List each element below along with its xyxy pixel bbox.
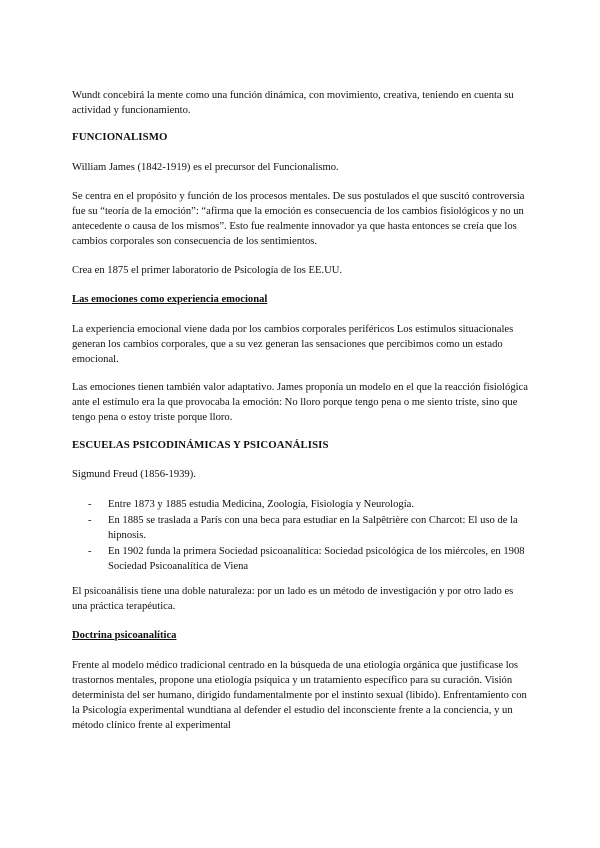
paragraph-valor-adaptativo: Las emociones tienen también valor adaptativo. James proponía un modelo en el que la reacción fisiológica ante el estímulo era la que provocaba la emoción: No lloro porque tengo pena o me siento triste, sino que tengo pena o estoy triste porque lloro. [72, 382, 528, 423]
list-item-text: Entre 1873 y 1885 estudia Medicina, Zoología, Fisiología y Neurología. [108, 499, 414, 510]
paragraph-doctrina: Frente al modelo médico tradicional centrado en la búsqueda de una etiología orgánica que justificase los trastornos mentales, propone una etiología psíquica y un tratamiento específico para su curación. Visión determinista del ser humano, dirigido fundamentalmente por el instinto sexual (libido). Enfrentamiento con la Psicología experimental wundtiana al defender el estudio del inconsciente frente a la conciencia, y un método clínico frente al experimental [72, 660, 527, 731]
list-item [72, 513, 530, 543]
paragraph-freud: Sigmund Freud (1856-1939). [72, 469, 196, 480]
list-item-text: En 1902 funda la primera Sociedad psicoanalítica: Sociedad psicológica de los miércoles, en 1908 Sociedad Psicoanalítica de Viena [108, 546, 525, 572]
subheading-emociones: Las emociones como experiencia emocional [72, 294, 268, 305]
list-item [72, 544, 530, 574]
freud-list [72, 497, 530, 575]
heading-escuelas: ESCUELAS PSICODINÁMICAS Y PSICOANÁLISIS [72, 439, 329, 451]
dash-bullet: - [88, 515, 92, 526]
paragraph-experiencia-emocional: La experiencia emocional viene dada por los cambios corporales periféricos Los estímulos situacionales generan los cambios corporales, que a su vez generan las sensaciones que percibimos como un estado emocional. [72, 324, 514, 365]
paragraph-teoria-emocion: Se centra en el propósito y función de los procesos mentales. De sus postulados el que suscitó controversia fue su “teoría de la emoción”: “afirma que la emoción es consecuencia de los cambios fisiológicos y no un antecedente o causa de los mismos”. Esto fue realmente innovador ya que hasta entonces se creía que los cambios corporales son consecuencia de los sentimientos. [72, 191, 525, 247]
list-item [72, 497, 530, 512]
list-item-text: En 1885 se traslada a París con una beca para estudiar en la Salpêtrière con Charcot: El uso de la hipnosis. [108, 515, 518, 541]
paragraph-psicoanalisis: El psicoanálisis tiene una doble naturaleza: por un lado es un método de investigación y por otro lado es una práctica terapéutica. [72, 586, 514, 612]
paragraph-william-james: William James (1842-1919) es el precursor del Funcionalismo. [72, 162, 339, 173]
heading-funcionalismo: FUNCIONALISMO [72, 131, 168, 143]
paragraph-laboratorio: Crea en 1875 el primer laboratorio de Psicología de los EE.UU. [72, 265, 343, 276]
paragraph-wundt: Wundt concebirá la mente como una función dinámica, con movimiento, creativa, teniendo en cuenta su actividad y funcionamiento. [72, 90, 514, 116]
subheading-doctrina: Doctrina psicoanalítica [72, 630, 177, 641]
dash-bullet: - [88, 546, 92, 557]
dash-bullet: - [88, 499, 92, 510]
